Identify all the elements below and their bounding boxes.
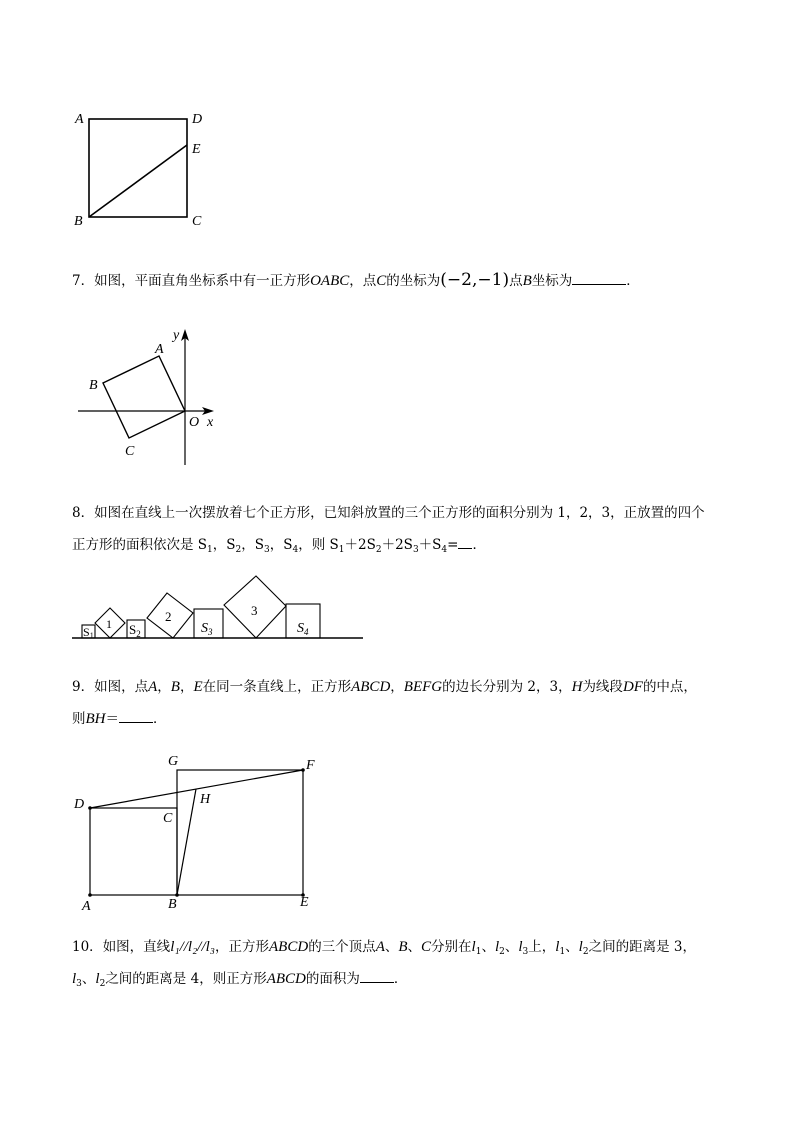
figure-7-svg <box>76 326 226 468</box>
q9-text-8: 的中点， <box>642 679 697 695</box>
q9-text-10: ＝ <box>105 711 119 727</box>
label-b: B <box>74 214 83 229</box>
q7-text-3: 的坐标为 <box>386 273 441 289</box>
q9-var-abcd: ABCD <box>351 679 391 695</box>
figure-7 <box>76 326 226 468</box>
point-a <box>88 893 92 897</box>
q10-text-6: 分别在 <box>431 939 472 955</box>
label-2: 2 <box>165 609 172 624</box>
q9-var-b: B <box>170 679 180 695</box>
q7-text-5: 坐标为 <box>531 273 573 289</box>
q10-sub-2: 2 <box>499 947 505 957</box>
label-o: O <box>189 415 200 430</box>
q9-text-5: ， <box>390 679 404 695</box>
question-7-number: 7． <box>72 273 95 289</box>
label-a: A <box>75 112 84 127</box>
q7-text-2: ，点 <box>349 273 377 289</box>
q8-text-line-1: 如图在直线上一次摆放着七个正方形，已知斜放置的三个正方形的面积分别为 1，2，3，正放置的四个 <box>94 505 705 521</box>
q10-sub-1b: 1 <box>559 947 566 957</box>
square-oabc <box>103 356 185 438</box>
figure-square-svg <box>70 108 220 233</box>
segment-be <box>89 145 187 217</box>
q8-text-h: ＋S <box>418 537 442 553</box>
q8-sub-3b: 3 <box>412 545 419 555</box>
question-10-line-2 <box>72 963 732 995</box>
q7-text-6: ． <box>626 273 640 289</box>
question-10-number: 10． <box>72 939 103 955</box>
q9-var-e: E <box>193 679 203 695</box>
q10-text-14: 的面积为 <box>305 971 360 987</box>
q10-l2b: l <box>578 939 583 955</box>
point-f <box>301 768 305 772</box>
q9-text-2: ， <box>157 679 171 695</box>
q7-text-4: 点 <box>509 273 523 289</box>
q10-var-abcd-2: ABCD <box>266 971 306 987</box>
q8-text-b: ，S <box>212 537 236 553</box>
q8-text-g: ＋2S <box>381 537 413 553</box>
q10-l3: l <box>518 939 523 955</box>
q10-sub-3b: 3 <box>76 979 82 989</box>
q9-text-4: 在同一条直线上，正方形 <box>202 679 352 695</box>
q7-var-oabc: OABC <box>310 273 350 289</box>
q10-l3b: l <box>72 971 77 987</box>
q10-text-1: 如图，直线 <box>102 939 171 955</box>
question-8-line-1 <box>72 497 732 529</box>
question-8-number: 8． <box>72 505 95 521</box>
q9-text-3: ， <box>179 679 194 695</box>
q10-l1b: l <box>555 939 560 955</box>
label-x: x <box>207 415 214 430</box>
q10-text-8: 、 <box>504 939 519 955</box>
figure-8-svg <box>72 570 372 645</box>
label-b: B <box>89 378 98 393</box>
figure-square-abcd <box>70 108 220 233</box>
figure-9 <box>72 750 332 915</box>
label-e: E <box>300 895 309 910</box>
q8-sub-3: 3 <box>264 545 270 555</box>
label-s3: $S_3$ <box>201 621 213 637</box>
q10-text-3: 的三个顶点 <box>308 939 376 955</box>
q10-var-abcd: ABCD <box>269 939 309 955</box>
q10-text-13: 之间的距离是 4，则正方形 <box>105 971 267 987</box>
q8-text-e: ，则 S <box>298 537 339 553</box>
q9-var-bh: BH <box>85 711 106 727</box>
label-a: A <box>82 899 91 914</box>
q9-text-9: 则 <box>72 711 86 727</box>
q7-var-c: C <box>376 273 387 289</box>
label-d: D <box>74 797 85 812</box>
question-7-text <box>72 264 732 297</box>
q7-coordinate: (−2,−1) <box>440 270 510 290</box>
q8-sub-1b: 1 <box>338 545 345 555</box>
label-3: 3 <box>251 603 258 618</box>
q10-answer-blank[interactable] <box>360 968 394 983</box>
question-9-line-1 <box>72 671 732 703</box>
label-a: A <box>155 342 164 357</box>
q7-var-b: B <box>522 273 532 289</box>
q9-var-befg: BEFG <box>403 679 443 695</box>
question-8-line-2 <box>72 529 732 561</box>
q8-sub-4b: 4 <box>441 545 448 555</box>
q8-sub-4: 4 <box>292 545 299 555</box>
question-7 <box>72 264 732 297</box>
q10-var-a: A <box>375 939 385 955</box>
q9-text-1: 如图，点 <box>94 679 149 695</box>
question-8 <box>72 497 732 561</box>
label-e: E <box>192 142 201 157</box>
q8-answer-blank[interactable] <box>458 534 472 549</box>
label-y: y <box>173 328 180 343</box>
q10-sub-2c: 2 <box>99 979 106 989</box>
segment-bh <box>177 789 196 895</box>
figure-9-svg <box>72 750 332 915</box>
q9-answer-blank[interactable] <box>119 708 153 723</box>
q10-sub-2b: 2 <box>582 947 589 957</box>
q8-text-f: ＋2S <box>344 537 376 553</box>
label-g: G <box>168 754 179 769</box>
label-s2: $S_2$ <box>129 622 141 639</box>
q10-l2: l <box>494 939 500 955</box>
q10-text-5: 、 <box>407 939 422 955</box>
q10-l1: l <box>471 939 476 955</box>
q9-var-a: A <box>148 679 158 695</box>
point-d <box>88 806 92 810</box>
q8-sub-1: 1 <box>207 545 213 555</box>
q8-text-a: 正方形的面积依次是 S <box>72 537 208 553</box>
q10-l2c: l <box>95 971 100 987</box>
label-c: C <box>163 811 173 826</box>
question-9-line-2 <box>72 703 732 735</box>
square-abcd <box>89 119 187 217</box>
question-9-number: 9． <box>72 679 95 695</box>
label-c: C <box>192 214 202 229</box>
q10-text-7: 、 <box>481 939 495 955</box>
q10-text-12: 、 <box>81 971 96 987</box>
label-s1: S1 <box>83 625 94 640</box>
label-b: B <box>168 897 177 912</box>
q9-text-11: ． <box>153 711 167 727</box>
q9-text-6: 的边长分别为 2，3， <box>442 679 572 695</box>
figure-8 <box>72 570 372 645</box>
q9-var-df: DF <box>622 679 643 695</box>
question-9 <box>72 671 732 735</box>
q8-sub-2b: 2 <box>375 545 382 555</box>
question-10-line-1 <box>72 931 732 963</box>
label-s4: $S_4$ <box>297 621 309 637</box>
q10-text-4: 、 <box>384 939 399 955</box>
q7-answer-blank[interactable] <box>572 270 626 285</box>
q10-text-15: ． <box>393 971 408 987</box>
q10-parallel-lines: l₁//l₂//l₃ <box>170 939 216 955</box>
question-10 <box>72 931 732 995</box>
q10-text-11: 之间的距离是 3， <box>588 939 696 955</box>
label-c: C <box>125 444 135 459</box>
q8-text-d: ，S <box>269 537 293 553</box>
q10-sub-3: 3 <box>522 947 529 957</box>
label-f: F <box>306 758 315 773</box>
q10-text-10: 、 <box>565 939 579 955</box>
q10-sub-1: 1 <box>475 947 482 957</box>
q10-text-9: 上， <box>528 939 556 955</box>
label-d: D <box>192 112 203 127</box>
q8-text-j: ． <box>472 537 486 553</box>
label-h: H <box>200 792 211 807</box>
q8-text-i: = <box>447 537 459 553</box>
q10-text-2: ，正方形 <box>215 939 270 955</box>
q9-var-h: H <box>571 679 583 695</box>
label-1: 1 <box>106 617 112 631</box>
q8-text-c: ，S <box>241 537 265 553</box>
q8-sub-2: 2 <box>235 545 242 555</box>
q10-var-c: C <box>421 939 432 955</box>
q7-text-1: 如图，平面直角坐标系中有一正方形 <box>94 273 311 289</box>
q10-var-b: B <box>398 939 408 955</box>
q9-text-7: 为线段 <box>582 679 623 695</box>
segment-df <box>90 770 303 808</box>
